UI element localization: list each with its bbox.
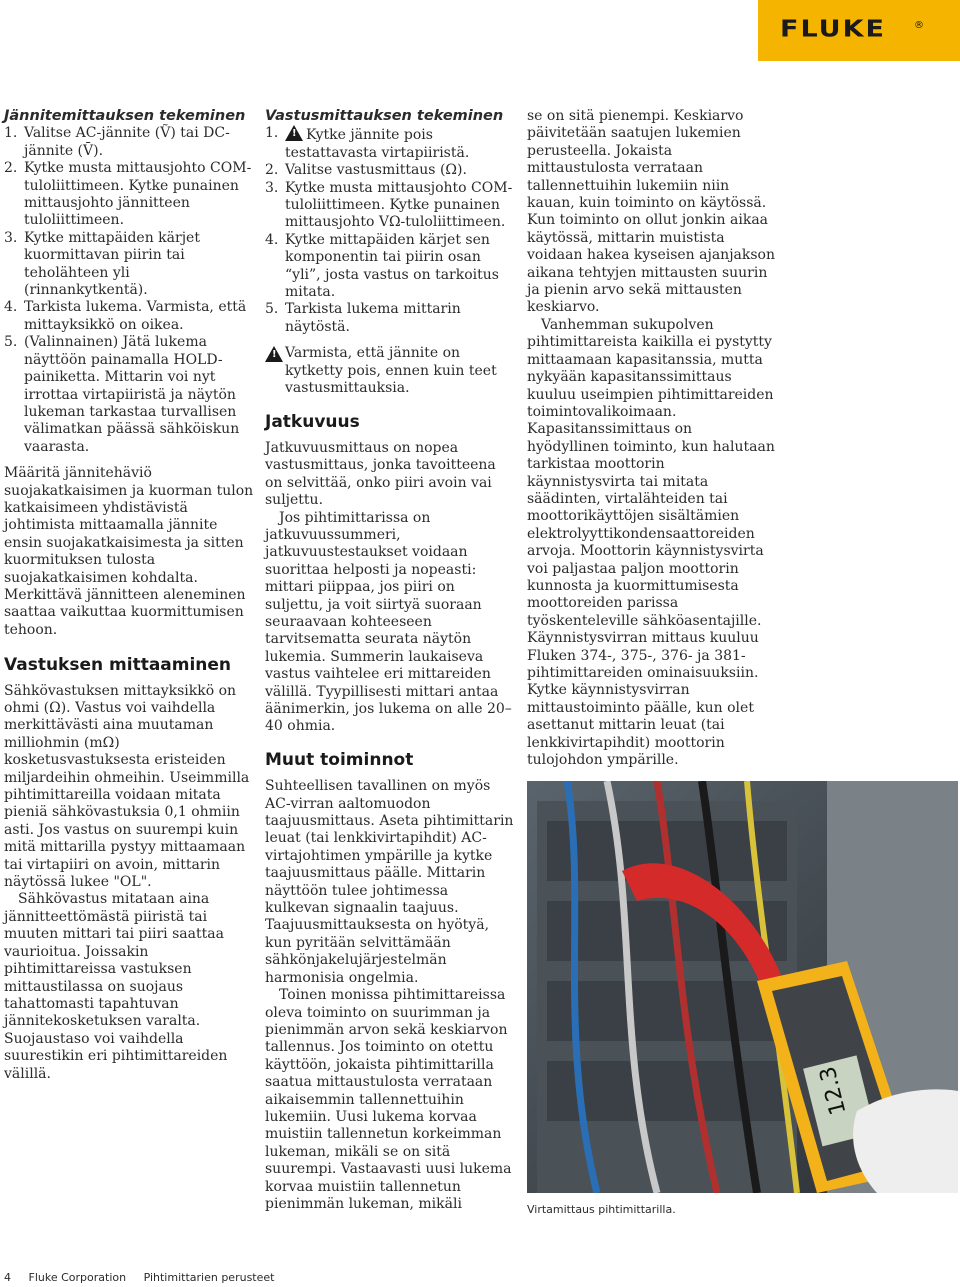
other-functions-heading: Muut toiminnot	[265, 749, 414, 770]
meter-display-reading: 12.3	[815, 1063, 852, 1118]
logo-wordmark: FLUKE	[780, 16, 886, 43]
continuity-heading: Jatkuvuus	[265, 411, 360, 432]
other-functions-paragraph-1: Suhteellisen tavallinen on myös AC-virran aaltomuodon taajuusmittaus. Aseta pihtimittarin leuat (tai lenkkivirtapihdit) AC-virtajohtimen ympärille ja kytke taajuusmittaus päälle. Mittarin näyttöön tulee johtimessa kulkevan signaalin taajuus. Taajuusmittauksesta on hyötyä, kun pyritään selvittämään sähkönjakelujärjestelmän harmonisia ongelmia.	[265, 778, 514, 986]
column-2	[265, 108, 515, 1213]
resistance-paragraph-1: Sähkövastuksen mittayksikkö on ohmi (Ω). Vastus voi vaihdella merkittävästi aina muutaman milliohmin (mΩ) kosketusvastuksesta eristeiden miljardeihin ohmeihin. Useimmilla pihtimittareilla voidaan mitata pieniä sähkövastuksia 0,1 ohmiin asti. Jos vastus on suurempi kuin mitä mittarilla pystyy mittaamaan tai virtapiiri on avoin, mittarin näytössä lukee "OL".	[4, 682, 250, 891]
resistance-step: 1. ! Kytke jännite pois testattavasta virtapiiristä.	[265, 125, 515, 162]
voltage-step: 3. Kytke mittapäiden kärjet kuormittavan piirin tai teholähteen yli (rinnankytkentä).	[4, 229, 200, 299]
photo-caption: Virtamittaus pihtimittarilla.	[527, 1203, 676, 1216]
page-number: 4	[4, 1271, 11, 1284]
column-3-paragraph-2: Vanhemman sukupolven pihtimittareista kaikilla ei pystytty mittaamaan kapasitanssia, mutta nykyään kapasitanssimittaus kuuluu useimpien pihtimittareiden toimintovalikoimaan. Kapasitanssimittaus on hyödyllinen toiminto, kun halutaan tarkistaa moottorin käynnistysvirta tai mitata säädinten, virtalähteiden tai moottorikäyttöjen sisältämien elektrolyyttikondensaattoreiden arvoja. Moottorin käynnistysvirta voi paljastaa paljon moottorin kunnosta ja kuormittumisesta moottoreiden parissa työskenteleville sähköasentajille. Käynnistysvirran mittaus kuuluu Fluken 374-, 375-, 376- ja 381-pihtimittareiden ominaisuuksiin. Kytke käynnistysvirran mittaustoiminto päälle, kun olet asettanut mittarin leuat (tai lenkkivirtapihdit) moottorin tulojohdon ympärille.	[527, 316, 775, 769]
resistance-step: 3. Kytke musta mittausjohto COM-tuloliittimeen. Kytke punainen mittausjohto VΩ-tuloliittimeen.	[265, 179, 513, 231]
voltage-step: 2. Kytke musta mittausjohto COM-tuloliittimeen. Kytke punainen mittausjohto jännitteen tuloliittimeen.	[4, 160, 252, 229]
page-footer	[4, 1271, 288, 1284]
voltage-step: 4. Tarkista lukema. Varmista, että mittayksikkö on oikea.	[4, 299, 247, 333]
voltage-step: 1. Valitse AC-jännite (Ṽ) tai DC-jännite (V̄).	[4, 125, 230, 159]
fluke-logo	[758, 0, 960, 61]
continuity-paragraph-2: Jos pihtimittarissa on jatkuvuussummeri, jatkuvuustestaukset voidaan suorittaa helposti ja nopeasti: mittari piippaa, jos piiri on suljettu, ja voit siirtyä suoraan seuraavaan kohteeseen tarvitsematta seurata näytön lukemia. Summerin laukaiseva vastus vaihtelee eri mittareiden välillä. Tyypillisesti mittari antaa äänimerkin, jos lukema on alle 20–40 ohmia.	[265, 509, 512, 735]
resistance-paragraph-2: Sähkövastus mitataan aina jännitteettömästä piiristä tai muuten mittari tai piiri saattaa vaurioitua. Joissakin pihtimittareissa vastuksen mittaustilassa on suojaus tahattomasti tapahtuvan jännitekosketuksen varalta. Suojaustaso voi vaihdella suurestikin eri pihtimittareiden välillä.	[4, 891, 228, 1082]
resistance-measurement-heading: Vastusmittauksen tekeminen	[265, 108, 504, 124]
resistance-warning: ! Varmista, että jännite on kytketty pois, ennen kuin teet vastusmittauksia.	[265, 345, 515, 397]
voltage-steps	[4, 125, 254, 456]
registered-mark: ®	[914, 20, 924, 31]
column-3-paragraph-1: se on sitä pienempi. Keskiarvo päivitetään saatujen lukemien perusteella. Jokaista mittaustulosta verrataan tallennettuihin lukemiin niin kauan, kuin toiminto on käytössä. Kun toiminto on ollut jonkin aikaa käytössä, mittarin muistista voidaan hakea kyseisen ajanjakson aikana tehtyjen mittausten suurin ja pienin arvo sekä mittausten keskiarvo.	[527, 108, 775, 316]
warning-icon	[285, 125, 303, 141]
voltage-heading: Jännitemittauksen tekeminen	[4, 108, 246, 124]
resistance-step: 5. Tarkista lukema mittarin näytöstä.	[265, 301, 461, 335]
footer-title: Pihtimittarien perusteet	[143, 1271, 275, 1284]
resistance-steps	[265, 125, 515, 336]
clamp-meter-illustration	[527, 781, 958, 1193]
resistance-step: 4. Kytke mittapäiden kärjet sen komponentin tai piirin osan “yli”, josta vastus on tarkoitus mitata.	[265, 231, 499, 301]
resistance-step: 2. Valitse vastusmittaus (Ω).	[265, 162, 467, 179]
clamp-meter-photo	[527, 781, 958, 1193]
column-3	[527, 108, 777, 769]
voltage-drop-paragraph: Määritä jännitehäviö suojakatkaisimen ja kuorman tulon katkaisimeen yhdistävistä johtimista mittaamalla jännite ensin suojakatkaisimesta ja sitten kuormituksen tulosta suojakatkaisimen kohdalta. Merkittävä jännitteen aleneminen saattaa vaikuttaa kuormittumisen tehoon.	[4, 465, 254, 638]
other-functions-paragraph-2: Toinen monissa pihtimittareissa oleva toiminto on suurimman ja pienimmän arvon sekä keskiarvon tallennus. Jos toiminto on otettu käyttöön, jokaista pihtimittarilla saatua mittaustulosta verrataan aikaisemmin tallennettuihin lukemiin. Uusi lukema korvaa muistiin tallennetun korkeimman lukeman, mikäli se on sitä suurempi. Vastaavasti uusi lukema korvaa muistiin tallennetun pienimmän lukeman, mikäli	[265, 987, 512, 1212]
footer-company: Fluke Corporation	[28, 1271, 127, 1284]
continuity-paragraph-1: Jatkuvuusmittaus on nopea vastusmittaus, jonka tavoitteena on selvittää, onko piiri avoin vai suljettu.	[265, 439, 496, 509]
column-1	[4, 108, 254, 1083]
resistance-heading: Vastuksen mittaaminen	[4, 655, 232, 676]
voltage-step: 5. (Valinnainen) Jätä lukema näyttöön painamalla HOLD-painiketta. Mittarin voi nyt irrottaa virtapiiristä ja näytön lukeman tarkastaa turvallisen välimatkan päässä sähköiskun vaarasta.	[4, 334, 240, 455]
warning-icon	[265, 346, 283, 362]
